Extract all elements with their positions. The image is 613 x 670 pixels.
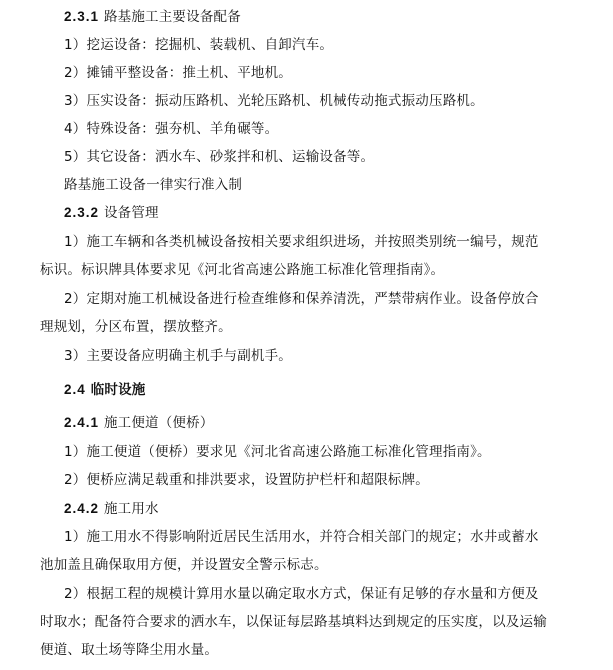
heading-2-3-2 [64,204,159,222]
heading-2-4-2 [64,500,159,518]
paragraph-line: 理规划，分区布置，摆放整齐。 [40,319,232,335]
heading-title: 设备管理 [103,205,159,221]
heading-title: 施工用水 [103,501,159,517]
heading-number: 2.3.1 [64,9,100,24]
list-item: 2）摊铺平整设备：推土机、平地机。 [64,65,292,81]
heading-number: 2.3.2 [64,205,100,220]
heading-2-3-1 [64,8,241,26]
paragraph-line: 2）根据工程的规模计算用水量以确定取水方式，保证有足够的存水量和方便及 [64,586,539,602]
paragraph-line: 池加盖且确保取用方便，并设置安全警示标志。 [40,557,328,573]
heading-2-4-1 [64,414,214,432]
list-item: 4）特殊设备：强夯机、羊角碾等。 [64,121,279,137]
heading-title: 施工便道（便桥） [103,415,214,431]
heading-number: 2.4 [64,382,86,397]
heading-title: 路基施工主要设备配备 [103,9,241,25]
paragraph-line: 1）施工车辆和各类机械设备按相关要求组织进场，并按照类别统一编号，规范 [64,234,539,250]
paragraph-line: 2）便桥应满足载重和排洪要求，设置防护栏杆和超限标牌。 [64,472,429,488]
heading-2-4 [64,381,146,399]
list-item: 5）其它设备：洒水车、砂浆拌和机、运输设备等。 [64,149,375,165]
paragraph-line: 标识。标识牌具体要求见《河北省高速公路施工标准化管理指南》。 [40,262,445,278]
paragraph-line: 2）定期对施工机械设备进行检查维修和保养清洗，严禁带病作业。设备停放合 [64,291,539,307]
heading-number: 2.4.1 [64,415,100,430]
paragraph-line: 便道、取土场等降尘用水量。 [40,642,219,658]
list-item: 1）挖运设备：挖掘机、装载机、自卸汽车。 [64,37,334,53]
paragraph-note: 路基施工设备一律实行准入制 [64,177,243,193]
paragraph-line: 时取水；配备符合要求的洒水车，以保证每层路基填料达到规定的压实度，以及运输 [40,614,547,630]
heading-number: 2.4.2 [64,501,100,516]
heading-title: 临时设施 [90,382,146,398]
paragraph-line: 1）施工便道（便桥）要求见《河北省高速公路施工标准化管理指南》。 [64,444,491,460]
paragraph-line: 1）施工用水不得影响附近居民生活用水，并符合相关部门的规定；水井或蓄水 [64,529,539,545]
list-item: 3）压实设备：振动压路机、光轮压路机、机械传动拖式振动压路机。 [64,93,484,109]
paragraph-line: 3）主要设备应明确主机手与副机手。 [64,348,292,364]
